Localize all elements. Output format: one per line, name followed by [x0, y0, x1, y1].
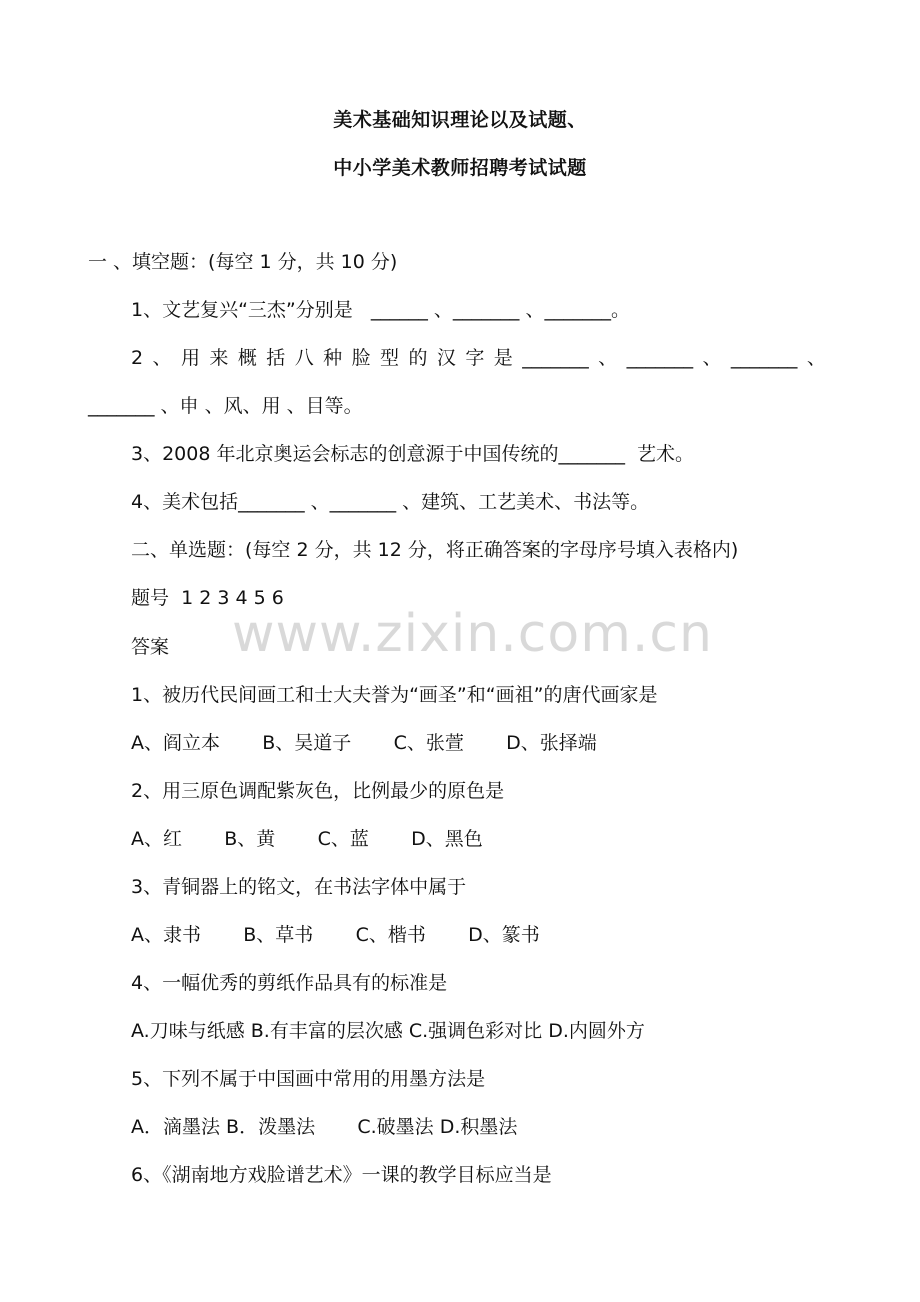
choice-question-2: 2、用三原色调配紫灰色，比例最少的原色是	[131, 780, 505, 802]
choice-options-5: A．滴墨法 B．泼墨法 C.破墨法 D.积墨法	[131, 1116, 518, 1138]
title-line-2: 中小学美术教师招聘考试试题	[333, 157, 587, 179]
question-2-fill-part: _______	[626, 347, 694, 369]
choice-question-6: 6、《湖南地方戏脸谱艺术》一课的教学目标应当是	[131, 1164, 552, 1186]
answer-table-label: 答案	[131, 636, 170, 658]
question-4-fill: 4、美术包括_______ 、_______ 、建筑、工艺美术、书法等。	[131, 491, 650, 513]
question-2-fill-part: 字	[465, 347, 485, 369]
section2-heading: 二、单选题：(每空 2 分，共 12 分，将正确答案的字母序号填入表格内)	[131, 539, 739, 561]
choice-question-1: 1、被历代民间画工和士大夫誉为“画圣”和“画祖”的唐代画家是	[131, 684, 658, 706]
question-2-fill-part: 来	[209, 347, 229, 369]
question-2-fill-part: 概	[237, 347, 257, 369]
question-2-fill-part: _______	[730, 347, 798, 369]
question-2-fill-part: 脸	[351, 347, 371, 369]
question-2-fill-part: 、	[806, 347, 826, 369]
watermark: www.zixin.com.cn	[232, 604, 713, 664]
question-2-fill-part: 、	[598, 347, 618, 369]
question-2-fill-part: 2	[131, 347, 144, 369]
question-2-fill-continued: _______ 、申 、风、用 、目等。	[88, 395, 363, 417]
question-2-fill-part: 、	[152, 347, 172, 369]
question-2-fill-part: 的	[408, 347, 428, 369]
question-1-fill: 1、文艺复兴“三杰”分别是 ______ 、_______ 、_______。	[131, 299, 630, 321]
section1-heading: 一 、填空题：(每空 1 分，共 10 分)	[88, 251, 398, 273]
choice-question-5: 5、下列不属于中国画中常用的用墨方法是	[131, 1068, 486, 1090]
question-3-fill: 3、2008 年北京奥运会标志的创意源于中国传统的_______ 艺术。	[131, 443, 695, 465]
title-line-1: 美术基础知识理论以及试题、	[333, 109, 587, 131]
question-2-fill-part: 八	[294, 347, 314, 369]
choice-options-1: A、阎立本 B、吴道子 C、张萱 D、张择端	[131, 732, 597, 754]
choice-question-4: 4、一幅优秀的剪纸作品具有的标准是	[131, 972, 448, 994]
question-2-fill-part: 种	[323, 347, 343, 369]
answer-table-header: 题号 1 2 3 4 5 6	[131, 587, 284, 609]
question-2-fill-part: 是	[493, 347, 513, 369]
question-2-fill-part: 型	[380, 347, 400, 369]
choice-options-4: A.刀味与纸感 B.有丰富的层次感 C.强调色彩对比 D.内圆外方	[131, 1020, 645, 1042]
question-2-fill-row	[131, 346, 826, 370]
question-2-fill-part: 括	[266, 347, 286, 369]
question-2-fill-part: _______	[522, 347, 589, 369]
choice-options-3: A、隶书 B、草书 C、楷书 D、篆书	[131, 924, 540, 946]
question-2-fill-part: 、	[702, 347, 722, 369]
choice-options-2: A、红 B、黄 C、蓝 D、黑色	[131, 828, 483, 850]
question-2-fill-part: 汉	[436, 347, 456, 369]
question-2-fill-part: 用	[180, 347, 200, 369]
choice-question-3: 3、青铜器上的铭文，在书法字体中属于	[131, 876, 467, 898]
